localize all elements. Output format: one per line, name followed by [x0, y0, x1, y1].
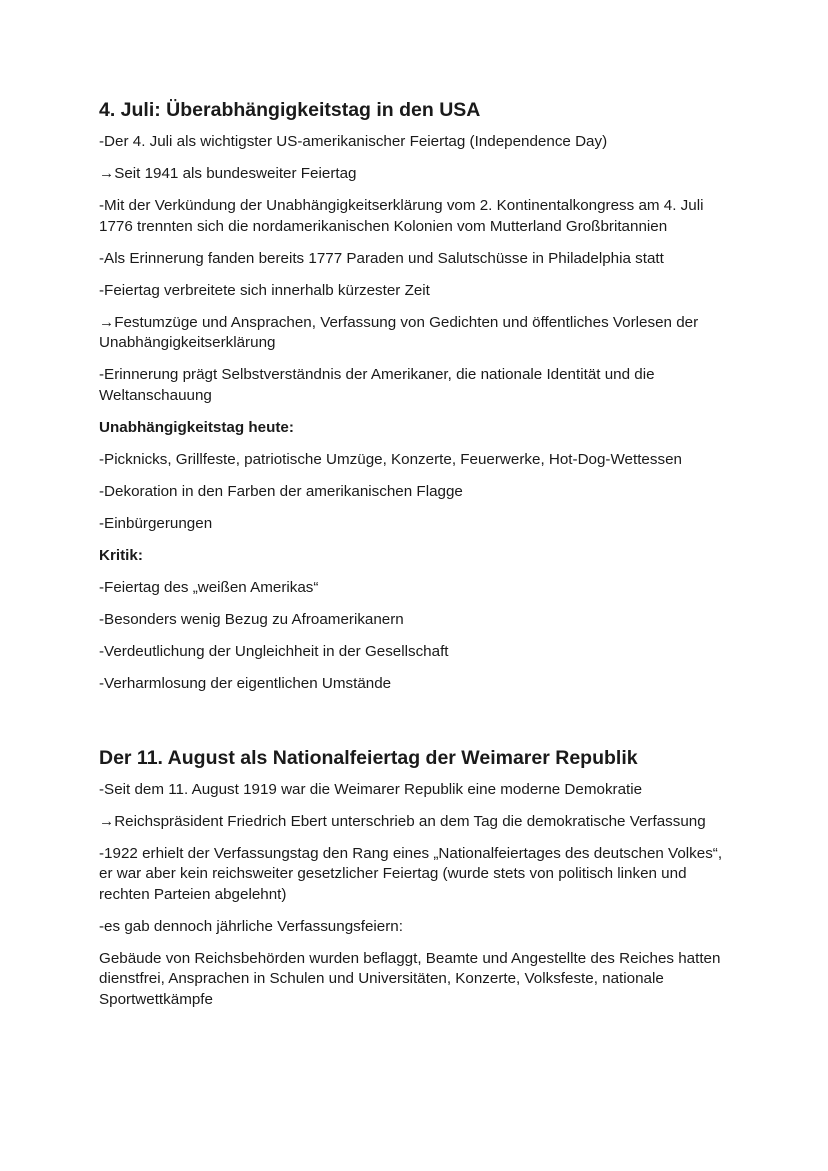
- paragraph: -Seit dem 11. August 1919 war die Weimarer Republik eine moderne Demokratie: [99, 780, 643, 798]
- list-item: -Verharmlosung der eigentlichen Umstände: [99, 674, 392, 692]
- section-spacer: [99, 706, 739, 746]
- paragraph: -1922 erhielt der Verfassungstag den Rang eines „Nationalfeiertages des deutschen Volkes“, er war aber kein reichsweiter gesetzlicher Feiertag (wurde stets von politisch linken und rechten Parteien abgelehnt): [99, 844, 723, 903]
- list-item: -Einbürgerungen: [99, 514, 213, 532]
- paragraph: -Als Erinnerung fanden bereits 1777 Paraden und Salutschüsse in Philadelphia statt: [99, 249, 664, 267]
- paragraph: -Mit der Verkündung der Unabhängigkeitserklärung vom 2. Kontinentalkongress am 4. Juli 1776 trennten sich die nordamerikanischen Kolonien vom Mutterland Großbritannien: [99, 197, 704, 235]
- document-page: [99, 98, 739, 1022]
- subheading-criticism: Kritik:: [99, 546, 143, 564]
- section-heading: 4. Juli: Überabhängigkeitstag in den USA: [99, 99, 481, 121]
- paragraph: -Der 4. Juli als wichtigster US-amerikanischer Feiertag (Independence Day): [99, 133, 608, 150]
- paragraph: -es gab dennoch jährliche Verfassungsfeiern:: [99, 917, 403, 935]
- list-item: -Dekoration in den Farben der amerikanischen Flagge: [99, 482, 463, 500]
- paragraph: →Festumzüge und Ansprachen, Verfassung von Gedichten und öffentliches Vorlesen der Unabhängigkeitserklärung: [99, 313, 699, 351]
- list-item: -Besonders wenig Bezug zu Afroamerikanern: [99, 610, 404, 628]
- subheading-today: Unabhängigkeitstag heute:: [99, 418, 294, 436]
- paragraph: -Erinnerung prägt Selbstverständnis der Amerikaner, die nationale Identität und die Weltanschauung: [99, 366, 655, 404]
- list-item: -Verdeutlichung der Ungleichheit in der Gesellschaft: [99, 642, 449, 660]
- paragraph: Gebäude von Reichsbehörden wurden beflaggt, Beamte und Angestellte des Reiches hatten dienstfrei, Ansprachen in Schulen und Universitäten, Konzerte, Volksfeste, nationale Sportwettkämpfe: [99, 949, 721, 1008]
- paragraph: →Seit 1941 als bundesweiter Feiertag: [99, 165, 357, 182]
- paragraph: -Feiertag verbreitete sich innerhalb kürzester Zeit: [99, 281, 430, 299]
- section-heading: Der 11. August als Nationalfeiertag der Weimarer Republik: [99, 746, 638, 769]
- list-item: -Feiertag des „weißen Amerikas“: [99, 578, 319, 596]
- paragraph: →Reichspräsident Friedrich Ebert unterschrieb an dem Tag die demokratische Verfassung: [99, 812, 706, 830]
- list-item: -Picknicks, Grillfeste, patriotische Umzüge, Konzerte, Feuerwerke, Hot-Dog-Wettessen: [99, 450, 682, 468]
